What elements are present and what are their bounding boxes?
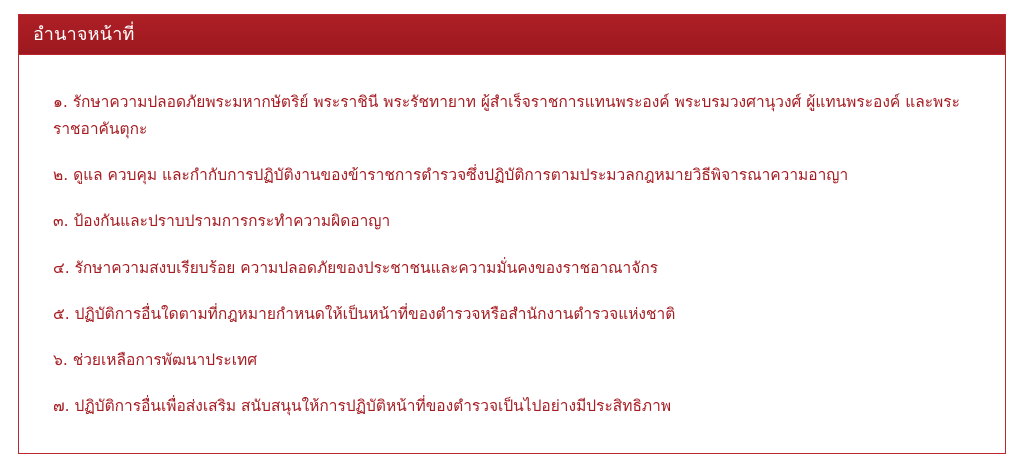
panel-header (19, 15, 1005, 55)
page-title: อำนาจหน้าที่ (33, 23, 135, 45)
list-item: ๗. ปฏิบัติการอื่นเพื่อส่งเสริม สนับสนุนให้การปฏิบัติหน้าที่ของตำรวจเป็นไปอย่างมีประสิทธิภาพ (53, 396, 672, 415)
duties-panel (18, 14, 1006, 454)
list-item: ๑. รักษาความปลอดภัยพระมหากษัตริย์ พระราชินี พระรัชทายาท ผู้สำเร็จราชการแทนพระองค์ พระบรมวงศานุวงศ์ ผู้แทนพระองค์ และพระราชอาคันตุกะ (53, 93, 960, 139)
list-item: ๕. ปฏิบัติการอื่นใดตามที่กฎหมายกำหนดให้เป็นหน้าที่ของตำรวจหรือสำนักงานตำรวจแห่งชาติ (53, 304, 676, 323)
duties-list (53, 89, 971, 420)
panel-body (19, 55, 1005, 440)
list-item: ๒. ดูแล ควบคุม และกำกับการปฏิบัติงานของข้าราชการตำรวจซึ่งปฏิบัติการตามประมวลกฎหมายวิธีพิจารณาความอาญา (53, 166, 849, 185)
list-item: ๓. ป้องกันและปราบปรามการกระทำความผิดอาญา (53, 212, 391, 231)
list-item: ๖. ช่วยเหลือการพัฒนาประเทศ (53, 350, 258, 369)
list-item: ๔. รักษาความสงบเรียบร้อย ความปลอดภัยของประชาชนและความมั่นคงของราชอาณาจักร (53, 258, 659, 277)
